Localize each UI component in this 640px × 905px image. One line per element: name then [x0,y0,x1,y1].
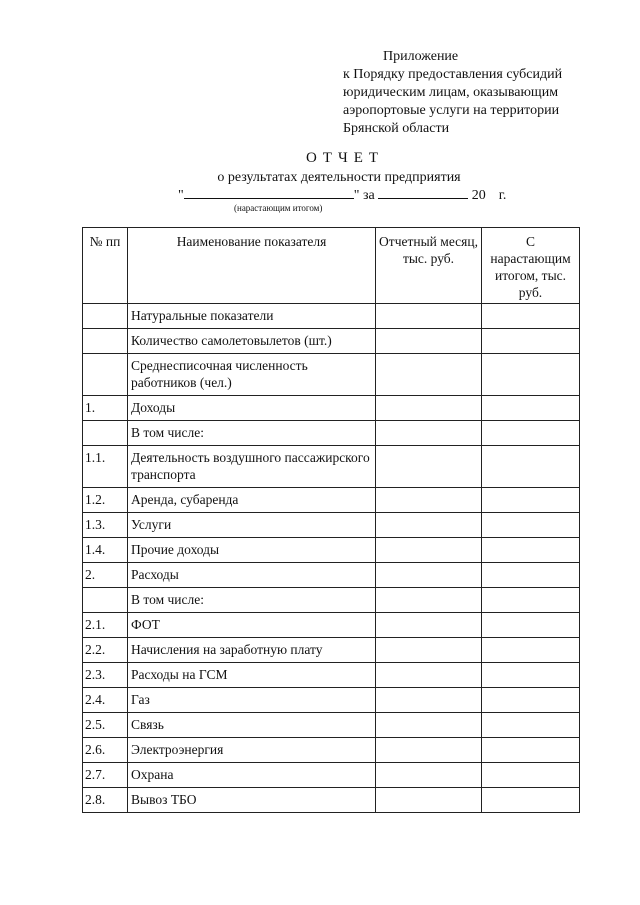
row-month-cell [376,563,482,588]
row-name-cell: Газ [128,688,376,713]
table-row [83,488,580,513]
row-num-cell: 2.6. [83,738,128,763]
row-total-cell [482,396,580,421]
table-row [83,788,580,813]
row-total-cell [482,638,580,663]
report-subtitle: о результатах деятельности предприятия [217,170,461,185]
table-row [83,763,580,788]
row-total-cell [482,513,580,538]
row-month-cell [376,688,482,713]
row-name-cell: Начисления на заработную плату [128,638,376,663]
table-row [83,663,580,688]
row-name-cell: Среднесписочная численность работников (чел.) [128,354,376,396]
appendix-block [343,48,562,138]
row-month-cell [376,446,482,488]
row-month-cell [376,329,482,354]
row-month-cell [376,763,482,788]
row-month-cell [376,788,482,813]
appendix-title: Приложение [383,49,459,64]
row-num-cell: 2.2. [83,638,128,663]
period-za: за [362,188,375,203]
row-month-cell [376,613,482,638]
header-name: Наименование показателя [128,228,376,304]
row-num-cell [83,588,128,613]
row-name-cell: Прочие доходы [128,538,376,563]
enterprise-blank [184,186,354,199]
row-total-cell [482,788,580,813]
row-month-cell [376,513,482,538]
row-name-cell: Связь [128,713,376,738]
table-row [83,738,580,763]
row-name-cell: Доходы [128,396,376,421]
row-name-cell: Электроэнергия [128,738,376,763]
row-month-cell [376,304,482,329]
row-total-cell [482,763,580,788]
row-month-cell [376,713,482,738]
appendix-line: к Порядку предоставления субсидий [343,67,563,82]
row-num-cell: 2.3. [83,663,128,688]
appendix-line: Брянской области [343,121,450,136]
row-num-cell: 2.8. [83,788,128,813]
row-num-cell: 2.7. [83,763,128,788]
row-name-cell: Аренда, субаренда [128,488,376,513]
row-name-cell: Расходы на ГСМ [128,663,376,688]
header-total: С нарастающим итогом, тыс. руб. [482,228,580,304]
row-month-cell [376,421,482,446]
row-name-cell: Количество самолетовылетов (шт.) [128,329,376,354]
row-name-cell: В том числе: [128,588,376,613]
report-table [82,227,580,813]
period-g: г. [498,188,507,203]
row-total-cell [482,488,580,513]
row-name-cell: В том числе: [128,421,376,446]
row-num-cell: 2. [83,563,128,588]
row-month-cell [376,354,482,396]
table-row [83,588,580,613]
row-month-cell [376,588,482,613]
row-name-cell: Охрана [128,763,376,788]
row-name-cell: Деятельность воздушного пассажирского транспорта [128,446,376,488]
table-row [83,538,580,563]
row-month-cell [376,396,482,421]
row-total-cell [482,329,580,354]
row-num-cell: 1.2. [83,488,128,513]
period-year: 20 [471,188,486,203]
row-total-cell [482,446,580,488]
table-row [83,613,580,638]
row-total-cell [482,588,580,613]
row-total-cell [482,354,580,396]
row-total-cell [482,613,580,638]
period-note: (нарастающим итогом) [234,203,323,213]
period-line [178,186,506,204]
row-month-cell [376,738,482,763]
row-num-cell: 2.4. [83,688,128,713]
table-row [83,638,580,663]
table-row [83,329,580,354]
row-name-cell: ФОТ [128,613,376,638]
row-total-cell [482,563,580,588]
row-name-cell: Расходы [128,563,376,588]
open-quote: " [178,188,184,203]
row-name-cell: Натуральные показатели [128,304,376,329]
row-num-cell: 1. [83,396,128,421]
appendix-line: юридическим лицам, оказывающим [343,85,559,100]
table-row [83,513,580,538]
table-row [83,304,580,329]
table-row [83,446,580,488]
row-num-cell [83,304,128,329]
row-num-cell: 1.3. [83,513,128,538]
header-num: № пп [83,228,128,304]
table-row [83,713,580,738]
row-total-cell [482,688,580,713]
row-total-cell [482,538,580,563]
row-num-cell: 2.5. [83,713,128,738]
appendix-line: аэропортовые услуги на территории [343,103,560,118]
row-num-cell: 1.1. [83,446,128,488]
row-month-cell [376,663,482,688]
row-num-cell: 1.4. [83,538,128,563]
report-title: ОТЧЕТ [305,150,385,166]
row-total-cell [482,713,580,738]
row-month-cell [376,638,482,663]
row-num-cell [83,354,128,396]
row-total-cell [482,663,580,688]
row-total-cell [482,421,580,446]
close-quote: " [353,188,360,203]
row-num-cell [83,421,128,446]
row-num-cell: 2.1. [83,613,128,638]
header-month: Отчетный месяц, тыс. руб. [376,228,482,304]
table-body [83,304,580,813]
header-row [83,228,580,304]
row-total-cell [482,738,580,763]
table-row [83,563,580,588]
table-row [83,421,580,446]
row-month-cell [376,488,482,513]
row-month-cell [376,538,482,563]
row-name-cell: Услуги [128,513,376,538]
row-name-cell: Вывоз ТБО [128,788,376,813]
month-blank [378,186,468,199]
row-num-cell [83,329,128,354]
table-row [83,396,580,421]
row-total-cell [482,304,580,329]
table-row [83,354,580,396]
table-row [83,688,580,713]
